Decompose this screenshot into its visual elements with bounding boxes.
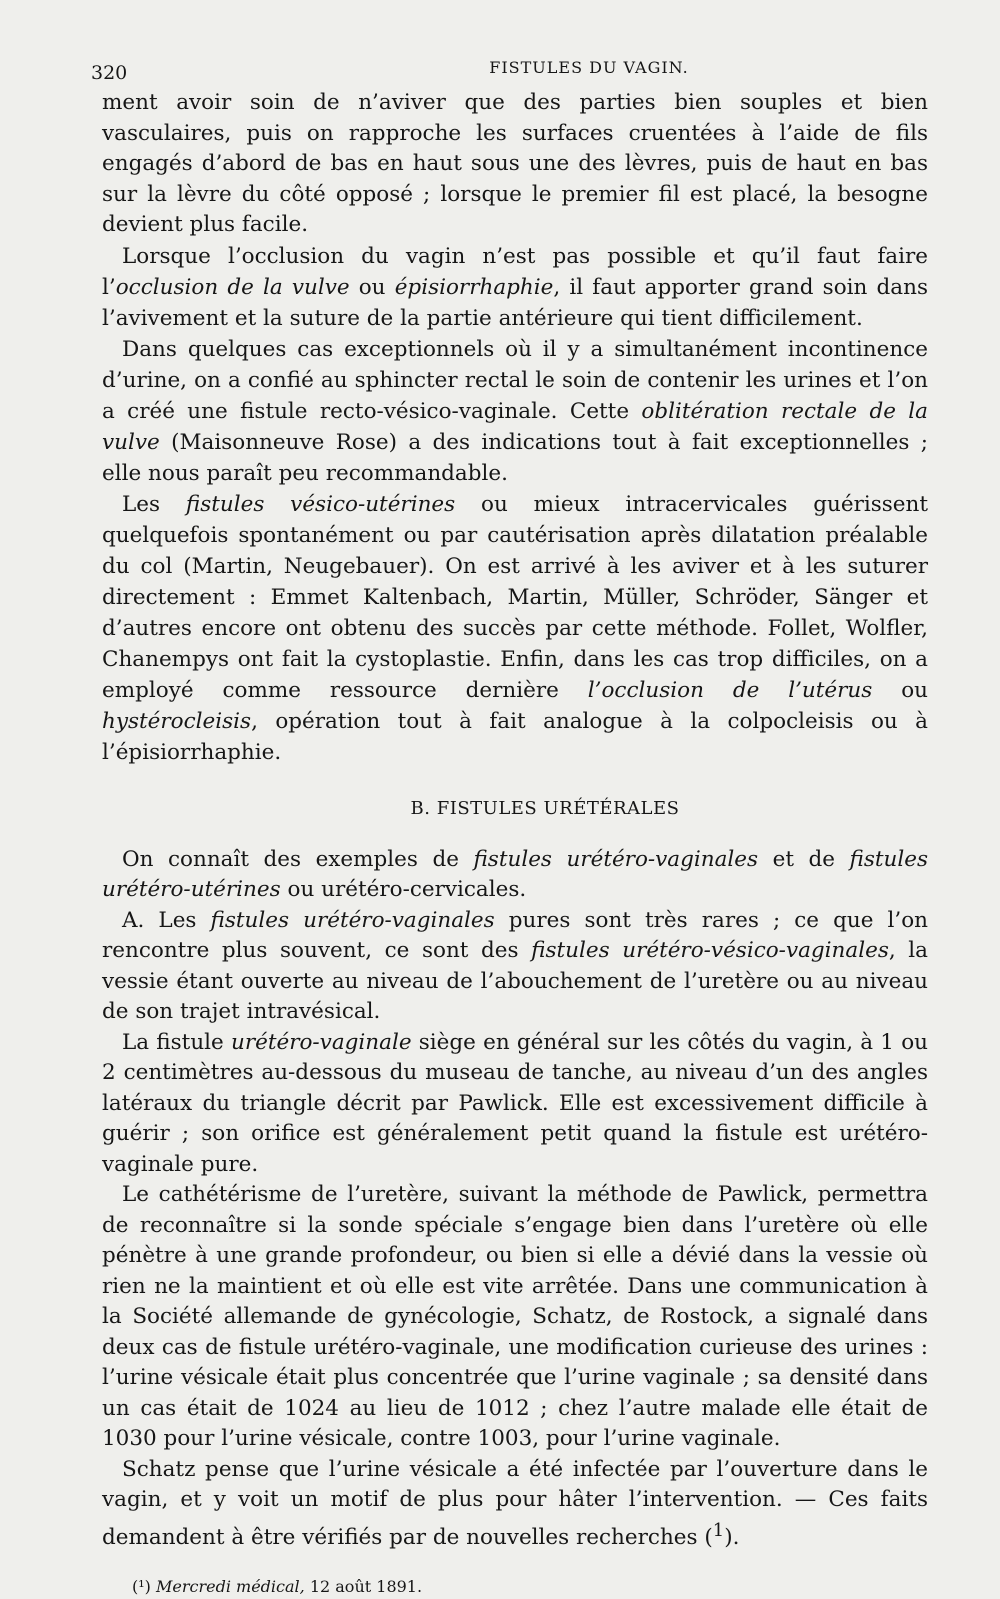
footnote: [102, 1575, 928, 1599]
paragraph-siege: [102, 1028, 928, 1181]
paragraph-incontinence: [102, 334, 928, 489]
footnote-date: 12 août 1891.: [304, 1577, 423, 1597]
italic-term: fistules urétéro-vaginales: [210, 907, 495, 933]
italic-term: urétéro-vaginale: [230, 1029, 412, 1055]
text-run: ou urétéro-cervicales.: [280, 877, 527, 902]
text-run: La fistule: [122, 1029, 231, 1055]
footnote-source: Mercredi médical,: [156, 1577, 305, 1597]
page-body: [102, 88, 928, 1599]
text-run: Lorsque l’occlusion du vagin n’est pas possible et qu’il faut faire l’: [102, 243, 928, 300]
running-title: FISTULES DU VAGIN.: [489, 58, 689, 77]
italic-term: hystérocleisis: [102, 708, 252, 734]
text-run: ).: [724, 1524, 740, 1550]
text-run: Dans quelques cas exceptionnels où il y a simultanément incontinence d’urine, on a confié au sphincter rectal le soin de contenir les urines et l’on a créé une fistule recto-vésico-vaginale. Cette: [102, 336, 928, 424]
text-run: Schatz pense que l’urine vésicale a été infectée par l’ouverture dans le vagin, et y voit un motif de plus pour hâter l’intervention. — Ces faits demandent à être vérifiés par de nouvelles recherches (: [102, 1456, 928, 1550]
section-heading: B. FISTULES URÉTÉRALES: [410, 797, 680, 819]
paragraph-catheterisme: Le cathétérisme de l’uretère, suivant la méthode de Pawlick, permettra de reconnaître si la sonde spéciale s’engage bien dans l’uretère où elle pénètre à une grande profondeur, ou bien si elle a dévié dans la vessie où rien ne la maintient et où elle est vite arrêtée. Dans une communication à la Société allemande de gynécologie, Schatz, de Rostock, a signalé dans deux cas de fistule urétéro-vaginale, une modification curieuse des urines : l’urine vésicale était plus concentrée que l’urine vaginale ; sa densité dans un cas était de 1024 au lieu de 1012 ; chez l’autre malade elle était de 1030 pour l’urine vésicale, contre 1003, pour l’urine vaginale.: [102, 1182, 928, 1451]
text-run: Les: [122, 491, 186, 517]
text-run: ou mieux intracervicales guérissent quelquefois spontanément ou par cautérisation après dilatation préalable du col (Martin, Neugebauer). On est arrivé à les aviver et à les suturer directement : Emmet Kaltenbach, Martin, Müller, Schröder, Sänger et d’autres encore ont obtenu des succès par cette méthode. Follet, Wolfler, Chanempys ont fait la cystoplastie. Enfin, dans les cas trop difficiles, on a employé comme ressource dernière: [102, 491, 929, 703]
paragraph-schatz: [102, 1455, 928, 1554]
italic-term: épisiorrhaphie: [394, 274, 554, 300]
text-run: pures sont très rares ; ce que l’on rencontre plus souvent, ce sont des: [102, 907, 928, 963]
page-header: [88, 50, 940, 90]
italic-term: l’occlusion de l’utérus: [587, 677, 873, 703]
paragraph-occlusion: [102, 241, 928, 334]
italic-term: occlusion de la vulve: [115, 274, 350, 300]
text-run: On connaît des exemples de: [122, 846, 474, 872]
footnote-ref: 1: [712, 1519, 725, 1541]
text-run: et de: [758, 846, 850, 872]
text-run: A. Les: [122, 907, 211, 933]
page-number: 320: [91, 62, 128, 84]
italic-term: fistules urétéro-utérines: [102, 846, 928, 902]
paragraph-fistules-pures: [102, 906, 928, 1028]
text-run: ou: [349, 274, 395, 300]
text-run: , il faut apporter grand soin dans l’avivement et la suture de la partie antérieure qui tient difficilement.: [102, 274, 929, 331]
italic-term: oblitération rectale de la vulve: [102, 398, 928, 455]
text-run: , la vessie étant ouverte au niveau de l’abouchement de l’uretère ou au niveau de son trajet intravésical.: [102, 938, 928, 1024]
paragraph-vesico-uterines: [102, 489, 928, 768]
paragraph-continuation: ment avoir soin de n’aviver que des parties bien souples et bien vasculaires, puis on rapproche les surfaces cruentées à l’aide de fils engagés d’abord de bas en haut sous une des lèvres, puis de haut en bas sur la lèvre du côté opposé ; lorsque le premier fil est placé, la besogne devient plus facile.: [102, 90, 928, 237]
paragraph-exemples: [102, 845, 928, 906]
italic-term: fistules vésico-utérines: [185, 491, 456, 517]
text-run: (Maisonneuve Rose) a des indications tout à fait exceptionnelles ; elle nous paraît peu recommandable.: [102, 429, 928, 486]
text-run: , opération tout à fait analogue à la colpocleisis ou à l’épisiorrhaphie.: [102, 708, 928, 765]
text-run: siège en général sur les côtés du vagin, à 1 ou 2 centimètres au-dessous du museau de tanche, au niveau d’un des angles latéraux du triangle décrit par Pawlick. Elle est excessivement difficile à guérir ; son orifice est généralement petit quand la fistule est urétéro-vaginale pure.: [102, 1029, 928, 1177]
text-run: ou: [872, 677, 928, 703]
footnote-mark: (¹): [132, 1577, 151, 1597]
italic-term: fistules urétéro-vésico-vaginales: [531, 938, 889, 963]
italic-term: fistules urétéro-vaginales: [473, 846, 759, 872]
